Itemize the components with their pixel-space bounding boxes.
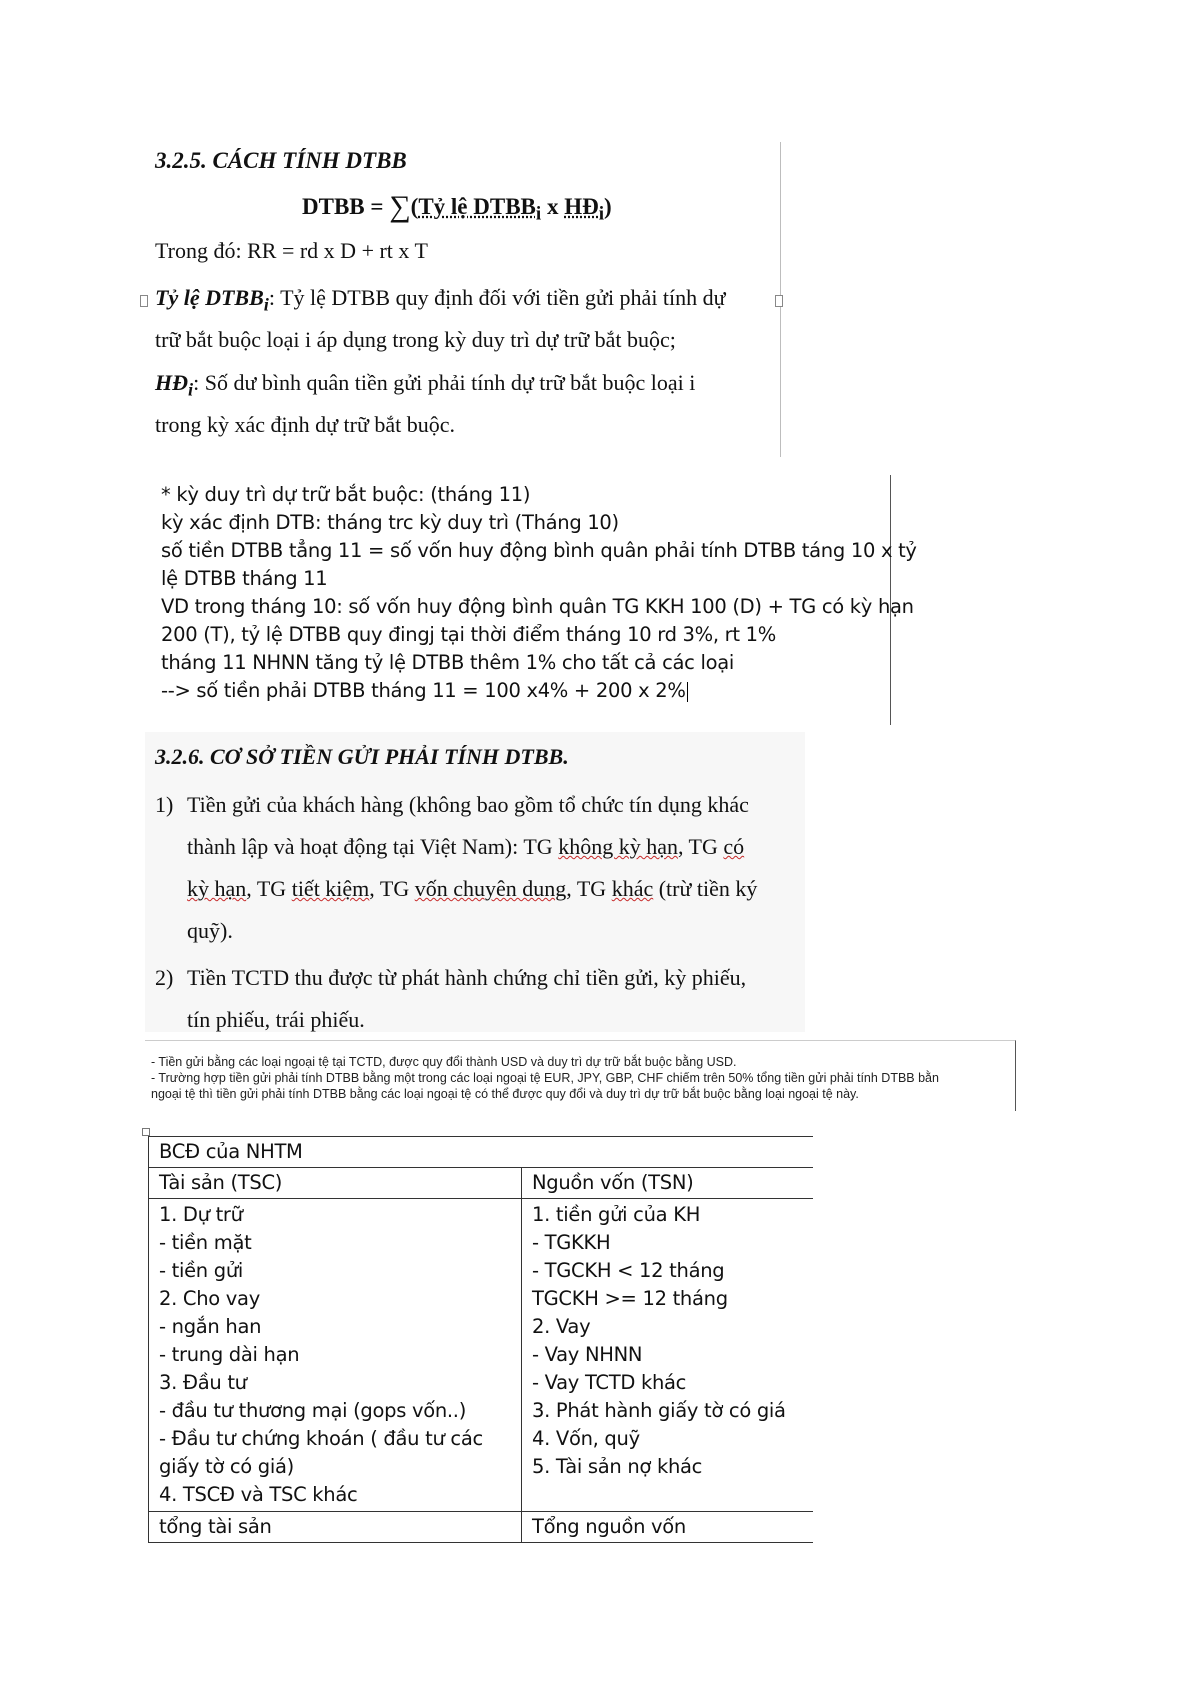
def-ratio-cont: trữ bắt buộc loại i áp dụng trong kỳ duy trì dự trữ bắt buộc; <box>155 327 676 352</box>
text-run: thành lập và hoạt động tại Việt Nam): TG <box>187 834 559 859</box>
total-liabilities: Tổng nguồn vốn <box>522 1512 814 1543</box>
formula-times: x <box>541 194 565 219</box>
text-run: kỳ hạn <box>187 876 247 901</box>
bcd-table <box>148 1136 813 1543</box>
item-number-2: 2) <box>155 965 174 990</box>
formula-sub: i <box>535 203 542 225</box>
def-hd <box>155 370 695 400</box>
table-header-row <box>149 1168 814 1199</box>
def-ratio-term: Tỷ lệ DTBB <box>155 285 264 310</box>
section-title-326: 3.2.6. CƠ SỞ TIỀN GỬI PHẢI TÍNH DTBB. <box>155 744 569 769</box>
list-item: - trung dài hạn <box>159 1343 300 1366</box>
list-item: - ngắn han <box>159 1315 262 1338</box>
formula-hd: HĐ <box>564 194 599 219</box>
text-run: , TG <box>246 876 292 901</box>
note-line: tháng 11 NHNN tăng tỷ lệ DTBB thêm 1% cho tất cả các loại <box>161 651 734 674</box>
list-item: 1. tiền gửi của KH <box>532 1203 701 1226</box>
item2-line1: Tiền TCTD thu được từ phát hành chứng chỉ tiền gửi, kỳ phiếu, <box>187 965 747 990</box>
table-anchor-marker[interactable] <box>142 1128 150 1136</box>
list-item: 1. Dự trữ <box>159 1203 243 1226</box>
item2-line2: tín phiếu, trái phiếu. <box>187 1007 365 1032</box>
balance-sheet-table <box>148 1136 813 1543</box>
list-item: 2. Vay <box>532 1315 591 1338</box>
item1-line3 <box>187 876 757 902</box>
formula-open-paren: ( <box>410 194 419 219</box>
note-line: * kỳ duy trì dự trữ bắt buộc: (tháng 11) <box>161 483 531 506</box>
section-deposit-base <box>145 732 805 1032</box>
formula-lhs: DTBB = <box>302 194 384 219</box>
text-run: khác <box>611 876 654 901</box>
liabilities-column <box>522 1199 814 1512</box>
fx-note: - Tiền gửi bằng các loại ngoại tệ tại TCTD, được quy đổi thành USD và duy trì dự trữ bắt buộc bằng USD. <box>151 1055 737 1069</box>
def-ratio-text: : Tỷ lệ DTBB quy định đối với tiền gửi phải tính dự <box>268 285 726 310</box>
item1-line4: quỹ). <box>187 918 233 943</box>
text-run: không kỳ hạn <box>558 834 678 859</box>
item1-line1: Tiền gửi của khách hàng (không bao gồm tổ chức tín dụng khác <box>187 792 749 817</box>
def-ratio <box>155 285 726 315</box>
header-assets: Tài sản (TSC) <box>149 1168 522 1199</box>
where-line: Trong đó: RR = rd x D + rt x T <box>155 238 428 263</box>
item1-line2 <box>187 834 744 860</box>
text-run: , TG <box>566 876 612 901</box>
list-item: - TGKKH <box>532 1231 611 1254</box>
total-assets: tổng tài sản <box>149 1512 522 1543</box>
text-cursor <box>687 682 688 702</box>
list-item: - TGCKH < 12 tháng <box>532 1259 725 1282</box>
list-item: 5. Tài sản nợ khác <box>532 1455 703 1478</box>
fx-note: - Trường hợp tiền gửi phải tính DTBB bằng một trong các loại ngoại tệ EUR, JPY, GBP, CHF chiếm trên 50% tổng tiền gửi phải tính DTBB bằn <box>151 1071 939 1085</box>
def-ratio-sub: i <box>263 294 269 315</box>
list-item: giấy tờ có giá) <box>159 1455 294 1478</box>
resize-handle-right[interactable] <box>775 295 783 307</box>
table-body-row <box>149 1199 814 1512</box>
text-run: (trừ tiền ký <box>653 876 758 901</box>
note-line-result <box>161 679 688 702</box>
table-caption: BCĐ của NHTM <box>149 1137 814 1168</box>
list-item: - đầu tư thương mại (gops vốn..) <box>159 1399 466 1422</box>
section-dtbb-formula <box>145 142 781 457</box>
section-title-325: 3.2.5. CÁCH TÍNH DTBB <box>155 148 407 173</box>
item-number-1: 1) <box>155 792 174 817</box>
resize-handle-left[interactable] <box>140 295 148 307</box>
list-item: - tiền gửi <box>159 1259 244 1282</box>
def-hd-sub: i <box>188 379 194 400</box>
list-item: 4. Vốn, quỹ <box>532 1427 640 1450</box>
text-run: vốn chuyên dung <box>414 876 567 901</box>
sigma-symbol: ∑ <box>389 190 411 223</box>
list-item: - Vay TCTD khác <box>532 1371 687 1394</box>
list-item: 2. Cho vay <box>159 1287 260 1310</box>
list-item: 3. Đầu tư <box>159 1371 247 1394</box>
header-liabilities: Nguồn vốn (TSN) <box>522 1168 814 1199</box>
list-item: - tiền mặt <box>159 1231 252 1254</box>
fx-note: ngoại tệ thì tiền gửi phải tính DTBB bằng các loại ngoại tệ có thể được quy đổi và duy trì dự trữ bắt buộc bằng loại ngoại tệ này. <box>151 1087 859 1101</box>
list-item: - Vay NHNN <box>532 1343 643 1366</box>
note-line: VD trong tháng 10: số vốn huy động bình quân TG KKH 100 (D) + TG có kỳ hạn <box>161 595 914 618</box>
list-item: - Đầu tư chứng khoán ( đầu tư các <box>159 1427 483 1450</box>
note-line-text: --> số tiền phải DTBB tháng 11 = 100 x4% + 200 x 2% <box>161 679 686 702</box>
section-foreign-currency-notes <box>145 1040 1016 1111</box>
formula-ratio: Tỷ lệ DTBB <box>418 194 536 219</box>
def-hd-cont: trong kỳ xác định dự trữ bắt buộc. <box>155 412 456 437</box>
formula-sub: i <box>598 203 605 225</box>
section-example-notes <box>145 475 917 725</box>
assets-column <box>149 1199 522 1512</box>
text-run: , TG <box>369 876 415 901</box>
table-caption-row <box>149 1137 814 1168</box>
list-item: 4. TSCĐ và TSC khác <box>159 1483 358 1506</box>
formula-close-paren: ) <box>604 194 612 219</box>
table-total-row <box>149 1512 814 1543</box>
note-line: số tiền DTBB tẳng 11 = số vốn huy động bình quân phải tính DTBB táng 10 x tỷ <box>161 539 917 562</box>
dtbb-formula <box>302 188 612 226</box>
list-item: 3. Phát hành giấy tờ có giá <box>532 1399 786 1422</box>
def-hd-term: HĐ <box>155 370 188 395</box>
note-line: kỳ xác định DTB: tháng trc kỳ duy trì (Tháng 10) <box>161 511 619 534</box>
def-hd-text: : Số dư bình quân tiền gửi phải tính dự trữ bắt buộc loại i <box>193 370 696 395</box>
text-run: tiết kiệm <box>291 876 370 901</box>
list-item: TGCKH >= 12 tháng <box>532 1287 728 1310</box>
text-run: có <box>723 834 745 859</box>
note-line: lệ DTBB tháng 11 <box>161 567 328 590</box>
text-run: , TG <box>677 834 724 859</box>
note-line: 200 (T), tỷ lệ DTBB quy đingj tại thời điểm tháng 10 rd 3%, rt 1% <box>161 623 776 646</box>
